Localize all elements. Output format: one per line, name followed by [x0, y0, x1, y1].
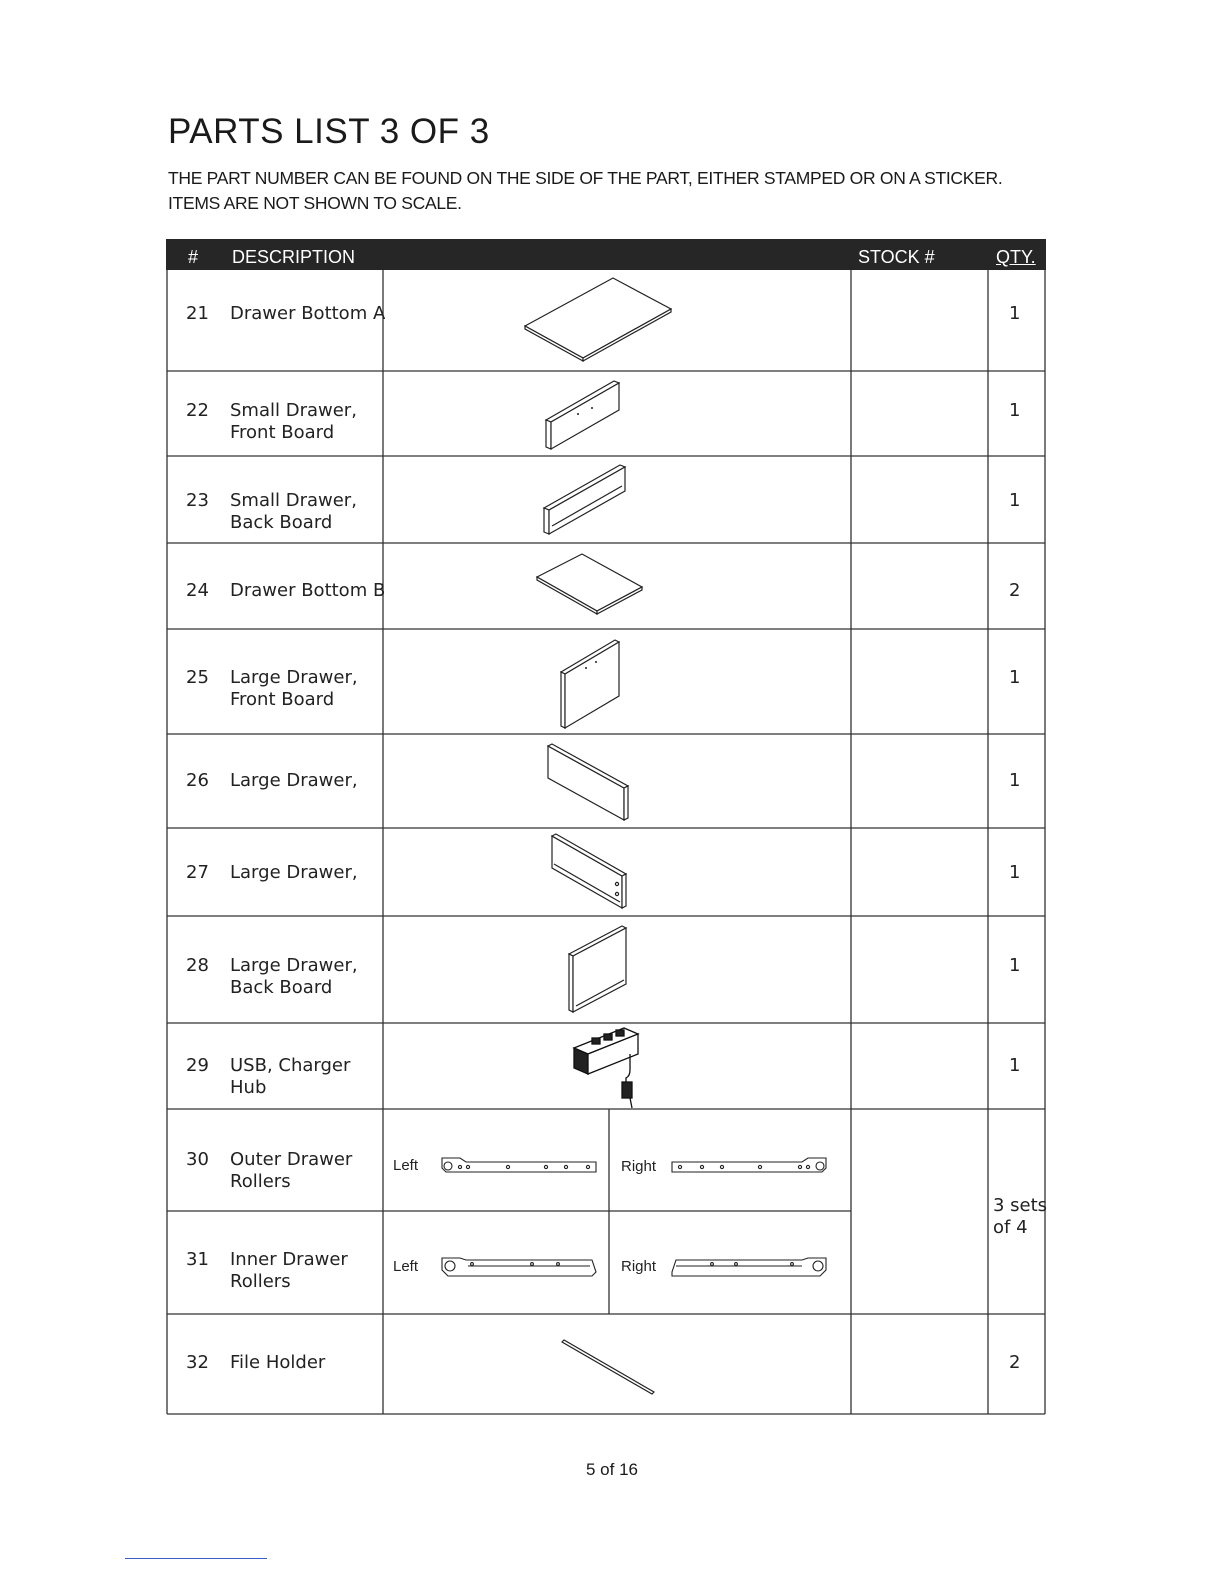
- part-qty: 2: [1009, 580, 1021, 601]
- part-qty: 1: [1009, 667, 1021, 688]
- part-qty: 1: [1009, 303, 1021, 324]
- large-drawer-side-board-illustration: [544, 742, 632, 824]
- roller-right-label: Right: [621, 1158, 657, 1175]
- part-description: USB, Charger: [230, 1055, 351, 1076]
- roller-left-label: Left: [393, 1258, 419, 1275]
- part-description: Outer Drawer: [230, 1149, 353, 1170]
- part-description: Large Drawer,: [230, 667, 358, 688]
- part-description-line-2: Back Board: [230, 977, 333, 998]
- header-description: DESCRIPTION: [232, 247, 356, 267]
- part-description-line-2: Front Board: [230, 422, 335, 443]
- part-qty: 1: [1009, 400, 1021, 421]
- part-number: 21: [186, 303, 209, 324]
- header-number: #: [188, 247, 199, 267]
- inner-roller-right-illustration: [668, 1252, 830, 1280]
- rollers-qty-line-1: 3 sets: [993, 1195, 1048, 1216]
- inner-roller-left-illustration: [438, 1252, 600, 1280]
- part-qty: 1: [1009, 862, 1021, 883]
- file-holder-illustration: [558, 1336, 660, 1400]
- part-number: 25: [186, 667, 209, 688]
- part-qty: 1: [1009, 1055, 1021, 1076]
- part-number: 23: [186, 490, 209, 511]
- part-description: Small Drawer,: [230, 400, 357, 421]
- part-number: 26: [186, 770, 209, 791]
- part-number: 32: [186, 1352, 209, 1373]
- part-number: 29: [186, 1055, 209, 1076]
- part-description: Large Drawer,: [230, 955, 358, 976]
- part-number: 27: [186, 862, 209, 883]
- part-number: 24: [186, 580, 209, 601]
- rollers-qty-line-2: of 4: [993, 1217, 1028, 1238]
- part-description-line-2: Back Board: [230, 512, 333, 533]
- part-description: Large Drawer,: [230, 770, 358, 791]
- part-description: File Holder: [230, 1352, 326, 1373]
- part-number: 22: [186, 400, 209, 421]
- part-description-line-2: Rollers: [230, 1171, 291, 1192]
- header-stock: STOCK #: [858, 247, 935, 267]
- part-description: Drawer Bottom A: [230, 303, 386, 324]
- part-description-line-2: Hub: [230, 1077, 267, 1098]
- drawer-bottom-b-illustration: [532, 550, 648, 620]
- part-description: Drawer Bottom B: [230, 580, 386, 601]
- instruction-line-1: THE PART NUMBER CAN BE FOUND ON THE SIDE OF THE PART, EITHER STAMPED OR ON A STICKER.: [168, 168, 1003, 188]
- small-drawer-back-board-illustration: [540, 462, 630, 538]
- instruction-line-2: ITEMS ARE NOT SHOWN TO SCALE.: [168, 193, 462, 213]
- divider: [125, 1558, 267, 1559]
- drawer-bottom-a-illustration: [520, 276, 680, 366]
- usb-charger-hub-illustration: [568, 1024, 644, 1110]
- large-drawer-back-board-illustration: [564, 922, 632, 1018]
- large-drawer-side-board-illustration: [548, 832, 632, 912]
- part-description-line-2: Front Board: [230, 689, 335, 710]
- part-qty: 1: [1009, 770, 1021, 791]
- part-qty: 1: [1009, 490, 1021, 511]
- part-qty: 1: [1009, 955, 1021, 976]
- part-description: Inner Drawer: [230, 1249, 348, 1270]
- instructions: [168, 166, 1002, 216]
- part-description: Small Drawer,: [230, 490, 357, 511]
- part-qty: 2: [1009, 1352, 1021, 1373]
- roller-left-label: Left: [393, 1157, 419, 1174]
- part-number: 28: [186, 955, 209, 976]
- small-drawer-front-board-illustration: [540, 376, 624, 452]
- table-header: [166, 239, 1046, 270]
- outer-roller-left-illustration: [438, 1152, 600, 1178]
- part-description-line-2: Rollers: [230, 1271, 291, 1292]
- page-title: PARTS LIST 3 OF 3: [168, 112, 490, 151]
- header-qty: QTY.: [996, 247, 1036, 267]
- part-number: 31: [186, 1249, 209, 1270]
- large-drawer-front-board-illustration: [556, 634, 626, 732]
- part-description: Large Drawer,: [230, 862, 358, 883]
- part-number: 30: [186, 1149, 209, 1170]
- outer-roller-right-illustration: [668, 1152, 830, 1178]
- roller-right-label: Right: [621, 1258, 657, 1275]
- page-number: 5 of 16: [586, 1460, 638, 1479]
